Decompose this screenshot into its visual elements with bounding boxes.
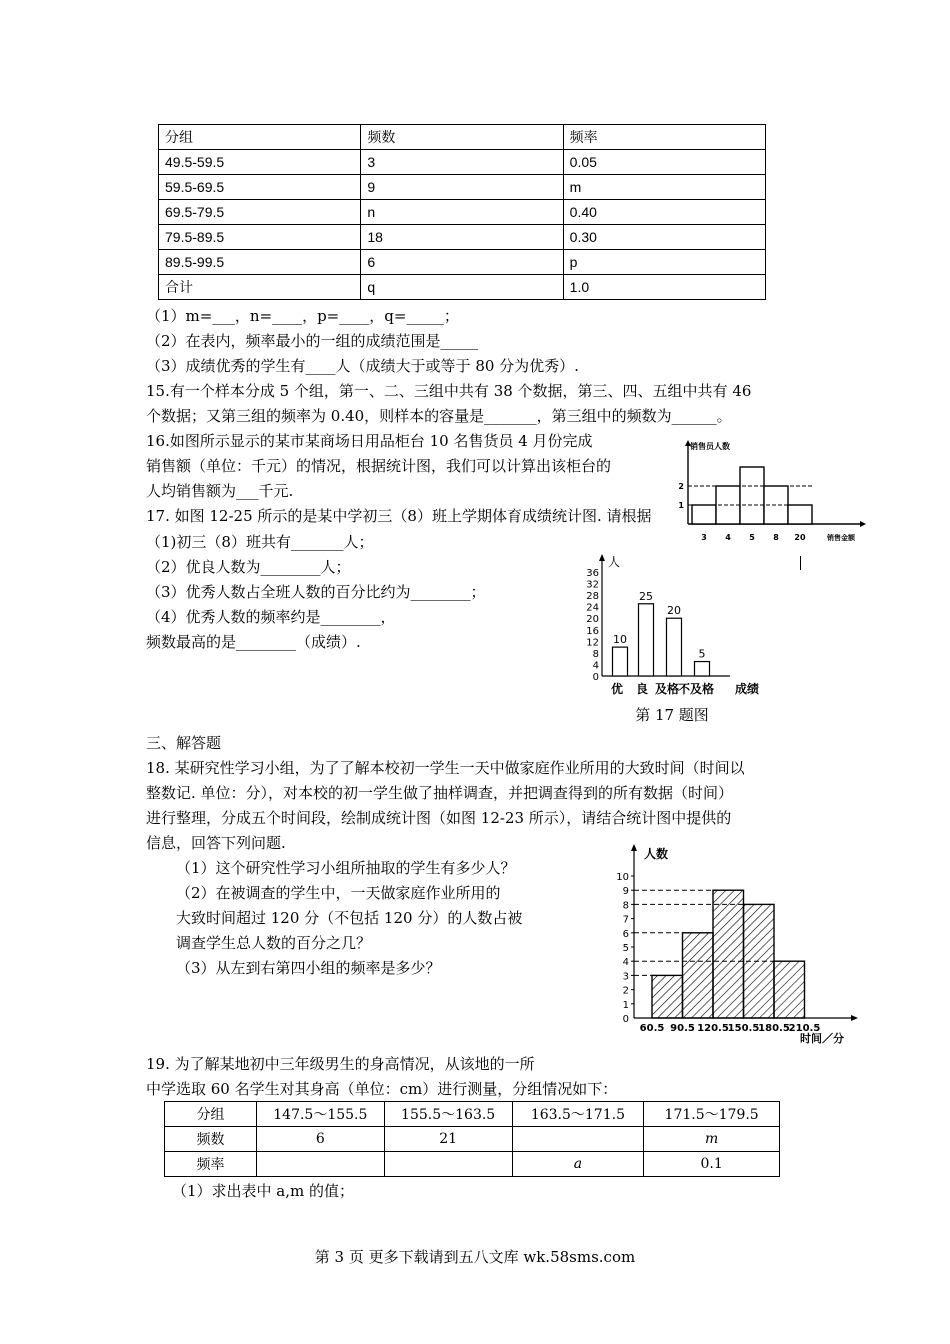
table-cell: 频数 xyxy=(361,125,563,150)
page-footer: 第 3 页 更多下载请到五八文库 wk.58sms.com xyxy=(314,1248,636,1266)
table-row xyxy=(159,150,766,175)
table-cell: 3 xyxy=(361,150,563,175)
x-tick-label: 20 xyxy=(794,533,806,542)
table-row xyxy=(159,200,766,225)
q18-line2: 整数记. 单位：分），对本校的初一学生做了抽样调查，并把调查得到的所有数据（时间） xyxy=(146,784,734,802)
table-row xyxy=(159,275,766,300)
y-tick-label: 2 xyxy=(622,985,629,997)
q17-stem: 17. 如图 12-25 所示的是某中学初三（8）班上学期体育成绩统计图. 请根据 xyxy=(146,507,652,525)
data-label: 5 xyxy=(698,647,706,661)
table-cell: n xyxy=(361,200,563,225)
x-axis-arrow xyxy=(851,1015,858,1021)
q16-line2: 销售额（单位：千元）的情况，根据统计图，我们可以计算出该柜台的 xyxy=(146,457,612,475)
bar xyxy=(740,467,764,524)
bar xyxy=(744,904,775,1018)
table-cell: 147.5～155.5 xyxy=(256,1102,384,1127)
bar xyxy=(652,975,683,1018)
y-tick-label: 12 xyxy=(586,637,599,649)
data-label: 10 xyxy=(613,633,627,647)
table-cell: 分组 xyxy=(165,1102,257,1127)
y-tick-label: 9 xyxy=(622,886,629,898)
q14-sub1: （1）m=___，n=____，p=____，q=_____； xyxy=(146,307,459,325)
table-row xyxy=(165,1102,780,1127)
table-cell xyxy=(384,1152,512,1177)
x-tick-label: 210.5 xyxy=(788,1023,821,1034)
table-cell: 59.5-69.5 xyxy=(159,175,361,200)
table-cell: 9 xyxy=(361,175,563,200)
y-tick-label: 0 xyxy=(592,672,599,683)
q17-sub5: 频数最高的是________（成绩）. xyxy=(146,633,361,651)
y-tick-label: 24 xyxy=(586,602,599,614)
q19-sub1: （1）求出表中 a,m 的值； xyxy=(172,1182,355,1200)
bar xyxy=(692,505,716,524)
q18-sub2b: 大致时间超过 120 分（不包括 120 分）的人数占被 xyxy=(176,909,523,927)
table-cell: a xyxy=(512,1152,644,1177)
table-cell: 163.5～171.5 xyxy=(512,1102,644,1127)
bar xyxy=(713,890,744,1018)
y-tick-label: 1 xyxy=(622,999,629,1011)
table-cell: 0.05 xyxy=(563,150,765,175)
decor-bar xyxy=(800,556,801,570)
table-cell: m xyxy=(644,1127,780,1152)
table-row xyxy=(159,175,766,200)
table-cell: 合计 xyxy=(159,275,361,300)
q18-sub3: （3）从左到右第四小组的频率是多少？ xyxy=(176,959,441,977)
q19-line1: 19. 为了解某地初中三年级男生的身高情况，从该地的一所 xyxy=(146,1055,535,1073)
table-row xyxy=(165,1127,780,1152)
table-cell: 79.5-89.5 xyxy=(159,225,361,250)
q17-fig-caption: 第 17 题图 xyxy=(635,706,709,724)
x-axis-label: 时间／分 xyxy=(800,1032,844,1045)
y-tick-label: 36 xyxy=(586,568,599,579)
y-tick-label: 8 xyxy=(592,648,599,660)
x-tick-label: 良 xyxy=(635,682,649,696)
table-cell: 171.5～179.5 xyxy=(644,1102,780,1127)
q18-sub2c: 调查学生总人数的百分之几？ xyxy=(176,934,372,952)
y-tick-label: 32 xyxy=(586,579,599,591)
q17-sub1: （1)初三（8）班共有_______人； xyxy=(146,533,374,551)
bar xyxy=(683,933,714,1018)
table-cell: 6 xyxy=(361,250,563,275)
q17-sub4: （4）优秀人数的频率约是________， xyxy=(146,608,396,626)
q18-sub2a: （2）在被调查的学生中，一天做家庭作业所用的 xyxy=(176,884,501,902)
x-tick-label: 60.5 xyxy=(639,1023,665,1034)
data-label: 25 xyxy=(639,589,653,603)
homework-time-chart xyxy=(604,842,864,1052)
y-axis-arrow xyxy=(599,554,605,561)
table-cell: 155.5～163.5 xyxy=(384,1102,512,1127)
table-row xyxy=(159,225,766,250)
bar xyxy=(774,961,805,1018)
table-cell: 89.5-99.5 xyxy=(159,250,361,275)
table-cell: 0.1 xyxy=(644,1152,780,1177)
q14-sub3: （3）成绩优秀的学生有____人（成绩大于或等于 80 分为优秀）. xyxy=(146,357,579,375)
sales-chart xyxy=(672,438,872,550)
y-tick-label: 28 xyxy=(586,591,599,603)
table-cell: 频率 xyxy=(563,125,765,150)
y-tick-label: 0 xyxy=(622,1014,629,1025)
table-cell: 49.5-59.5 xyxy=(159,150,361,175)
x-tick-label: 5 xyxy=(749,533,755,542)
q19-line2: 中学选取 60 名学生对其身高（单位：cm）进行测量，分组情况如下： xyxy=(146,1080,618,1098)
x-axis-label: 销售金额 xyxy=(827,534,855,542)
table-cell: q xyxy=(361,275,563,300)
y-tick-label: 16 xyxy=(586,625,599,637)
height-table xyxy=(164,1101,780,1177)
table-row xyxy=(165,1152,780,1177)
y-tick-label: 20 xyxy=(586,614,599,626)
data-label: 20 xyxy=(667,604,681,618)
table-cell: p xyxy=(563,250,765,275)
bar xyxy=(695,662,710,676)
table-cell: 18 xyxy=(361,225,563,250)
y-tick-label: 4 xyxy=(622,957,629,969)
table-cell xyxy=(256,1152,384,1177)
table-cell: 21 xyxy=(384,1127,512,1152)
y-tick-label: 6 xyxy=(622,928,629,940)
x-tick-label: 8 xyxy=(773,533,779,542)
y-axis-label: 人数 xyxy=(644,847,669,861)
pe-score-chart xyxy=(580,552,780,700)
table-cell: 1.0 xyxy=(563,275,765,300)
section-title: 三、解答题 xyxy=(146,734,222,752)
q17-sub2: （2）优良人数为________人； xyxy=(146,558,351,576)
table-cell xyxy=(512,1127,644,1152)
x-axis-arrow xyxy=(860,521,866,527)
q17-sub3: （3）优秀人数占全班人数的百分比约为________； xyxy=(146,583,486,601)
bar xyxy=(613,647,628,676)
q18-line4: 信息，回答下列问题. xyxy=(146,834,286,852)
y-tick-label: 5 xyxy=(622,943,629,954)
x-tick-label: 优 xyxy=(610,682,624,696)
q18-line1: 18. 某研究性学习小组，为了了解本校初一学生一天中做家庭作业所用的大致时间（时间以 xyxy=(146,759,745,777)
x-tick-label: 4 xyxy=(725,533,731,542)
table-cell: m xyxy=(563,175,765,200)
table-row xyxy=(159,250,766,275)
table-cell: 频率 xyxy=(165,1152,257,1177)
table-cell: 0.40 xyxy=(563,200,765,225)
x-tick-label: 150.5 xyxy=(727,1023,760,1034)
y-tick-label: 1 xyxy=(678,501,684,510)
x-tick-label: 180.5 xyxy=(758,1023,790,1034)
bar xyxy=(788,505,812,524)
q15-line1: 15.有一个样本分成 5 个组，第一、二、三组中共有 38 个数据，第三、四、五组中共有 46 xyxy=(146,382,752,400)
bar xyxy=(639,604,654,676)
x-tick-label: 120.5 xyxy=(697,1023,729,1034)
y-tick-label: 2 xyxy=(678,482,684,491)
table-header-row xyxy=(159,125,766,150)
x-tick-label: 3 xyxy=(701,533,707,542)
table-cell: 分组 xyxy=(159,125,361,150)
table-cell: 6 xyxy=(256,1127,384,1152)
q16-line1: 16.如图所示显示的某市某商场日用品柜台 10 名售货员 4 月份完成 xyxy=(146,432,593,450)
table-cell: 69.5-79.5 xyxy=(159,200,361,225)
q18-line3: 进行整理，分成五个时间段，绘制成统计图（如图 12-23 所示），请结合统计图中提供的 xyxy=(146,809,732,827)
q14-sub2: （2）在表内，频率最小的一组的成绩范围是_____ xyxy=(146,332,479,350)
table-cell: 0.30 xyxy=(563,225,765,250)
bar xyxy=(667,618,682,676)
q15-line2: 个数据；又第三组的频率为 0.40，则样本的容量是_______，第三组中的频数为______。 xyxy=(146,407,732,425)
y-tick-label: 10 xyxy=(616,872,629,883)
x-axis-label: 成绩 xyxy=(735,682,760,696)
q18-sub1: （1）这个研究性学习小组所抽取的学生有多少人？ xyxy=(176,859,516,877)
y-axis-label: 人 xyxy=(608,555,621,569)
frequency-table-1 xyxy=(158,124,766,300)
table-cell: 频数 xyxy=(165,1127,257,1152)
y-tick-label: 3 xyxy=(622,971,629,983)
x-tick-label: 不及格 xyxy=(677,682,715,696)
y-tick-label: 7 xyxy=(622,914,629,926)
x-tick-label: 及格 xyxy=(654,682,680,696)
y-tick-label: 4 xyxy=(592,660,599,672)
x-tick-label: 90.5 xyxy=(670,1023,695,1034)
y-tick-label: 8 xyxy=(622,900,629,912)
q16-line3: 人均销售额为___千元. xyxy=(146,482,294,500)
y-axis-arrow xyxy=(631,844,637,851)
y-axis-label: 销售员人数 xyxy=(690,442,730,451)
